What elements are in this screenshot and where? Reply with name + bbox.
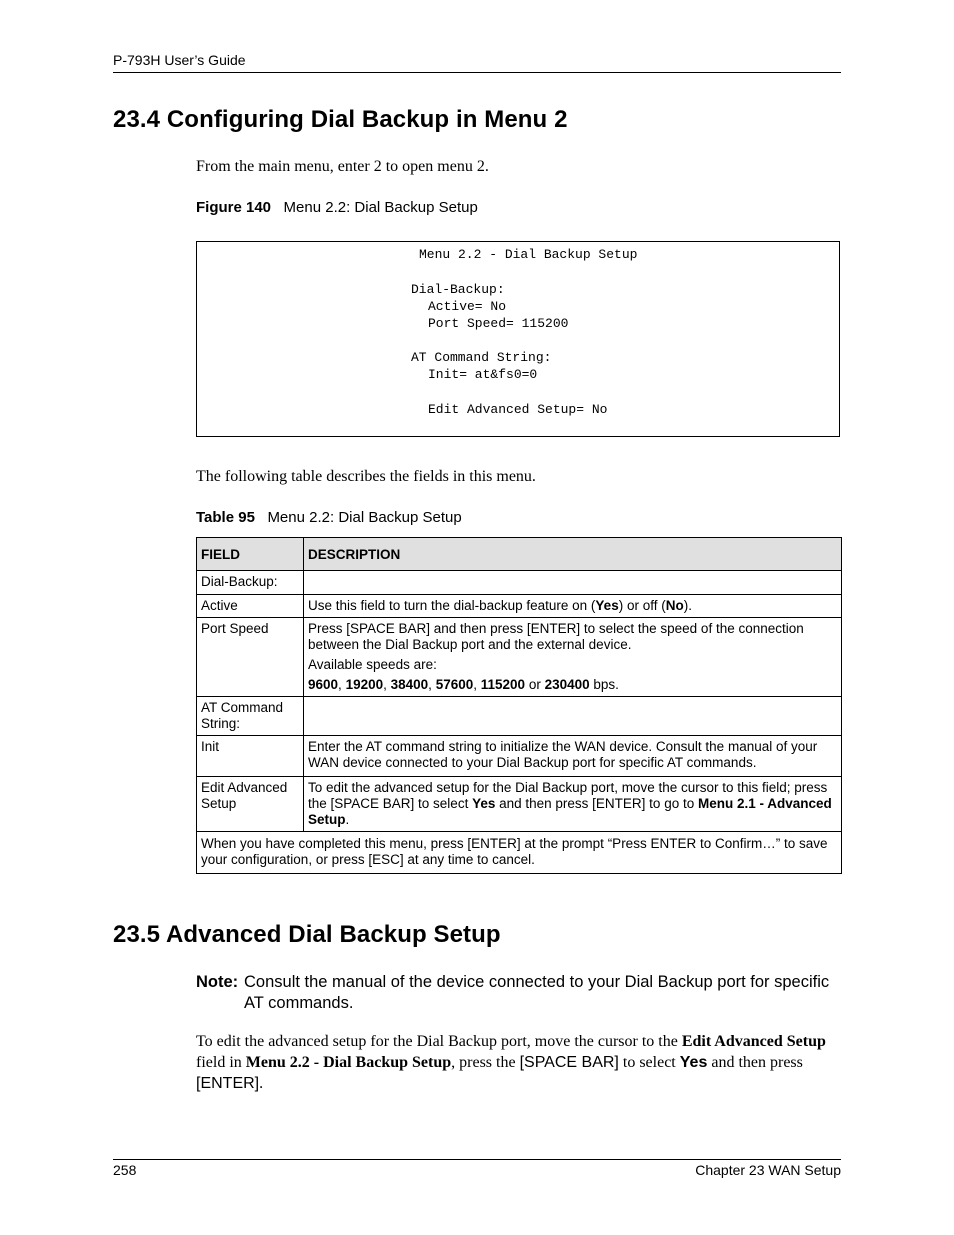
- note-block: [196, 972, 836, 1014]
- table-label: Table 95: [196, 509, 255, 526]
- description-cell: [304, 571, 842, 595]
- text-run: or: [525, 677, 545, 692]
- bold-menu-ref: Menu 2.2 - Dial Backup Setup: [245, 1054, 452, 1071]
- text-run: to select: [618, 1054, 680, 1071]
- field-description-table: [196, 537, 842, 874]
- text-run: To edit the advanced setup for the Dial Backup port, move the cursor to the: [196, 1033, 682, 1050]
- running-header: P-793H User’s Guide: [113, 52, 246, 68]
- page-number: 258: [113, 1162, 137, 1178]
- speed-value: 38400: [390, 677, 429, 692]
- screen-port-speed: Port Speed= 115200: [428, 316, 569, 331]
- bold-yes: Yes: [595, 598, 619, 613]
- field-cell: Dial-Backup:: [197, 571, 304, 595]
- text-run: field in: [196, 1054, 246, 1071]
- text-run: .: [259, 1075, 264, 1092]
- key-ref: [ENTER]: [196, 1075, 260, 1092]
- bold-menu-ref: Menu 2.1 - Advanced Setup: [308, 796, 832, 827]
- table-title: Menu 2.2: Dial Backup Setup: [267, 509, 462, 526]
- text-run: To edit the advanced setup for the Dial Backup port, move the cursor to this field; press the [SPACE BAR] to select: [308, 780, 828, 811]
- description-cell: [304, 697, 842, 736]
- table-row: [197, 697, 842, 736]
- figure-label: Figure 140: [196, 199, 272, 216]
- screen-dial-backup: Dial-Backup:: [411, 282, 505, 297]
- footer-note-cell: When you have completed this menu, press [ENTER] at the prompt “Press ENTER to Confirm…” to save your configuration, or press [ESC] at any time to cancel.: [197, 832, 842, 874]
- chapter-title: Chapter 23 WAN Setup: [695, 1162, 841, 1178]
- text-run: , press the: [451, 1054, 520, 1071]
- bold-field-ref: Edit Advanced Setup: [681, 1033, 826, 1050]
- section-heading-23-5: 23.5 Advanced Dial Backup Setup: [113, 921, 501, 948]
- table-intro-paragraph: The following table describes the fields in this menu.: [196, 468, 536, 485]
- speed-list: 9600, 19200, 38400, 57600, 115200 or 230400 bps.: [308, 677, 619, 692]
- speed-value: 115200: [480, 677, 526, 692]
- table-row: [197, 736, 842, 777]
- description-cell: [304, 595, 842, 618]
- header-rule: [113, 72, 841, 73]
- table-footer-row: [197, 832, 842, 874]
- table-header-row: [197, 538, 842, 571]
- column-header-field: FIELD: [197, 538, 304, 571]
- text-run: Use this field to turn the dial-backup feature on (: [308, 598, 596, 613]
- field-cell: Active: [197, 595, 304, 618]
- screen-at-command: AT Command String:: [411, 350, 552, 365]
- description-text: Press [SPACE BAR] and then press [ENTER] to select the speed of the connection between the Dial Backup port and the external device.: [308, 621, 804, 652]
- field-cell: Edit Advanced Setup: [197, 777, 304, 832]
- note-label: Note:: [196, 973, 239, 991]
- figure-title: Menu 2.2: Dial Backup Setup: [283, 199, 478, 216]
- bold-yes: Yes: [679, 1054, 708, 1071]
- text-run: and then press [ENTER] to go to: [495, 796, 698, 811]
- field-cell: Init: [197, 736, 304, 777]
- text-run: and then press: [707, 1054, 803, 1071]
- field-cell: Port Speed: [197, 618, 304, 697]
- screen-edit-advanced: Edit Advanced Setup= No: [428, 402, 608, 417]
- table-row: [197, 777, 842, 832]
- text-run: bps.: [589, 677, 619, 692]
- table-row: [197, 595, 842, 618]
- text-run: ) or off (: [618, 598, 666, 613]
- description-cell: Enter the AT command string to initialize the WAN device. Consult the manual of your WAN device connected to your Dial Backup port for specific AT commands.: [304, 736, 842, 777]
- note-text: Consult the manual of the device connected to your Dial Backup port for specific AT commands.: [244, 973, 830, 1012]
- description-cell: [304, 777, 842, 832]
- description-cell: [304, 618, 842, 697]
- table-row: [197, 618, 842, 697]
- bold-no: No: [665, 598, 684, 613]
- text-run: ).: [683, 598, 692, 613]
- speed-value: 19200: [345, 677, 384, 692]
- section-heading-23-4: 23.4 Configuring Dial Backup in Menu 2: [113, 106, 568, 133]
- intro-paragraph: From the main menu, enter 2 to open menu 2.: [196, 158, 489, 175]
- figure-caption: [196, 199, 478, 216]
- table-row: [197, 571, 842, 595]
- speed-value: 57600: [435, 677, 474, 692]
- text-run: .: [345, 812, 350, 827]
- footer-rule: [113, 1159, 841, 1160]
- speed-value: 230400: [544, 677, 590, 692]
- field-cell: AT Command String:: [197, 697, 304, 736]
- table-caption: [196, 509, 462, 526]
- speed-value: 9600: [308, 677, 339, 692]
- key-ref: [SPACE BAR]: [519, 1054, 619, 1071]
- screen-init: Init= at&fs0=0: [428, 367, 538, 382]
- column-header-description: DESCRIPTION: [304, 538, 842, 571]
- screen-title: Menu 2.2 - Dial Backup Setup: [419, 247, 638, 262]
- bold-yes: Yes: [472, 796, 496, 811]
- terminal-screen-figure: [196, 241, 840, 437]
- advanced-setup-paragraph: [196, 1031, 836, 1094]
- screen-active: Active= No: [428, 299, 507, 314]
- description-text: Available speeds are:: [308, 657, 437, 672]
